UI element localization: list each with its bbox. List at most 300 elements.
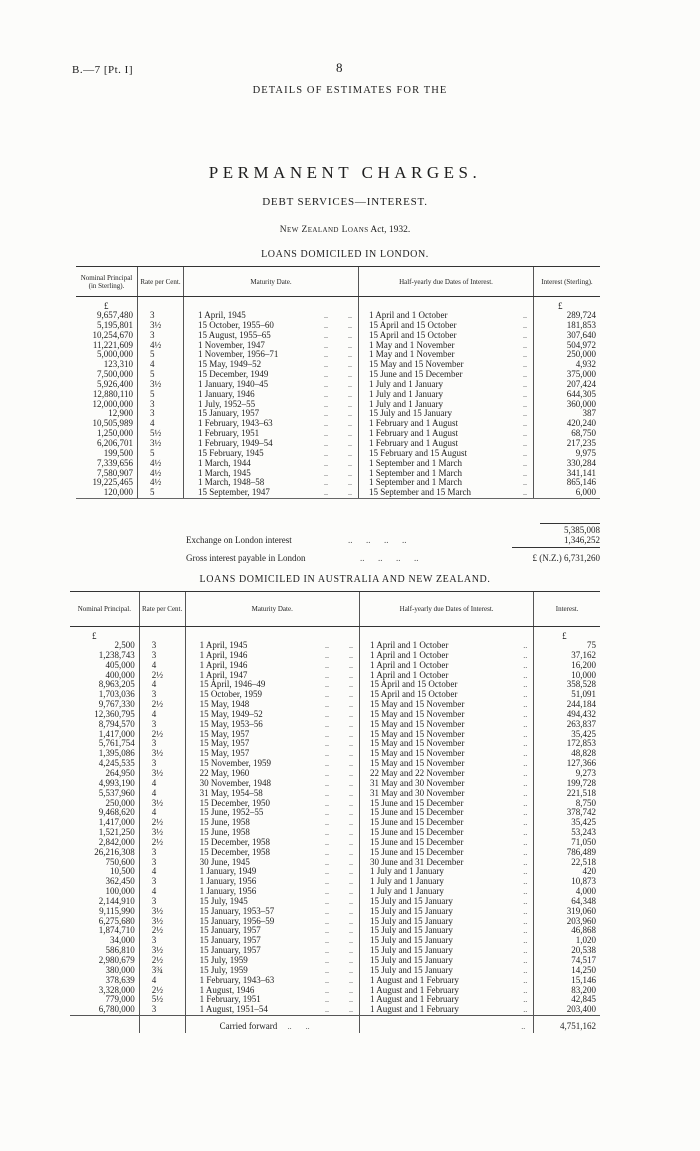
- interest-due-dates-text: 15 July and 15 January: [369, 896, 453, 906]
- rate-per-cent-text: 5½: [150, 429, 162, 439]
- interest-amount: [534, 641, 600, 651]
- header-due-dates: Half-yearly due Dates of Interest.: [359, 267, 534, 296]
- interest-due-dates-text: 30 June and 31 December: [369, 857, 464, 867]
- maturity-date: [184, 478, 359, 488]
- interest-due-dates: [360, 907, 534, 917]
- interest-amount-text: 64,348: [571, 896, 597, 906]
- table-row: [76, 321, 600, 331]
- interest-due-dates: [360, 858, 534, 868]
- interest-amount-text: 15,146: [571, 975, 597, 985]
- rate-per-cent: [138, 409, 184, 419]
- interest-due-dates-text: 15 April and 15 October: [369, 330, 457, 340]
- rate-per-cent: [140, 877, 186, 887]
- leader-dots: .. ..: [324, 458, 352, 468]
- interest-amount-text: 330,284: [566, 458, 596, 468]
- nominal-principal-text: 5,537,960: [98, 788, 135, 798]
- interest-amount: [534, 966, 600, 976]
- nominal-principal-text: 100,000: [105, 887, 135, 897]
- maturity-date: [184, 370, 359, 380]
- interest-amount: [534, 986, 600, 996]
- interest-amount: [534, 380, 600, 390]
- leader-dots: ..: [523, 641, 528, 650]
- interest-due-dates: [360, 966, 534, 976]
- rate-per-cent: [140, 986, 186, 996]
- interest-amount: [534, 730, 600, 740]
- maturity-date: [184, 488, 359, 498]
- maturity-date-text: 22 May, 1960: [199, 768, 250, 778]
- leader-dots: .. ..: [324, 788, 353, 798]
- nominal-principal: [70, 651, 140, 661]
- interest-amount-text: 22,518: [571, 857, 597, 867]
- nominal-principal: [70, 680, 140, 690]
- maturity-date-text: 1 March, 1944: [198, 458, 251, 468]
- leader-dots: .. ..: [324, 719, 353, 729]
- leader-dots: ..: [523, 887, 528, 897]
- interest-amount: [534, 690, 600, 700]
- interest-amount: [534, 439, 600, 449]
- interest-due-dates-text: 1 August and 1 February: [369, 995, 459, 1005]
- leader-dots: ..: [523, 680, 528, 690]
- maturity-date: [184, 469, 359, 479]
- maturity-date-text: 1 August, 1951–54: [199, 1005, 268, 1015]
- rate-per-cent-text: 4½: [150, 468, 162, 478]
- interest-amount: [534, 779, 600, 789]
- leader-dots: ..: [523, 828, 528, 838]
- leader-dots: .. ..: [324, 360, 352, 370]
- table-row: [70, 779, 600, 789]
- interest-due-dates: [360, 887, 534, 897]
- leader-dots: ..: [523, 867, 528, 877]
- nominal-principal-text: 7,580,907: [97, 468, 133, 478]
- table-row: [70, 818, 600, 828]
- leader-dots: ..: [523, 759, 528, 769]
- nominal-principal-text: 7,500,000: [97, 370, 133, 380]
- interest-due-dates-text: 1 July and 1 January: [369, 389, 443, 399]
- interest-due-dates: [360, 956, 534, 966]
- leader-dots: ..: [523, 1005, 528, 1015]
- nominal-principal-text: 405,000: [105, 660, 135, 670]
- rate-per-cent-text: 2½: [151, 985, 163, 995]
- interest-due-dates-text: 1 August and 1 February: [369, 975, 459, 985]
- nominal-principal: [70, 690, 140, 700]
- interest-amount: [534, 651, 600, 661]
- nominal-principal: [76, 409, 138, 419]
- table-row: [70, 986, 600, 996]
- maturity-date: [186, 995, 360, 1005]
- leader-dots: ..: [523, 906, 528, 916]
- nominal-principal-text: 2,842,000: [98, 837, 135, 847]
- leader-dots: .. ..: [324, 768, 353, 778]
- interest-due-dates: [360, 808, 534, 818]
- report-reference: B.—7 [Pt. I]: [72, 64, 133, 76]
- interest-amount: [534, 877, 600, 887]
- maturity-date: [184, 341, 359, 351]
- nominal-principal-text: 8,963,205: [98, 680, 135, 690]
- leader-dots: ..: [523, 729, 528, 739]
- rate-per-cent: [138, 331, 184, 341]
- interest-amount-text: 375,000: [566, 370, 596, 380]
- rate-per-cent-text: 4: [150, 360, 155, 370]
- currency-row: [76, 297, 600, 311]
- leader-dots: ..: [523, 370, 527, 380]
- table-row: [70, 887, 600, 897]
- interest-amount-text: 307,640: [566, 330, 596, 340]
- rate-per-cent-text: 2½: [151, 926, 163, 936]
- table-row: [70, 651, 600, 661]
- nominal-principal: [70, 838, 140, 848]
- nominal-principal-text: 3,328,000: [98, 985, 135, 995]
- nominal-principal-text: 9,657,480: [97, 311, 133, 320]
- nominal-principal-text: 362,450: [105, 877, 135, 887]
- interest-amount-text: 6,000: [575, 488, 596, 498]
- interest-amount: [534, 700, 600, 710]
- leader-dots: .. ..: [324, 818, 353, 828]
- interest-due-dates: [359, 311, 534, 321]
- leader-dots: .. ..: [324, 641, 353, 650]
- maturity-date: [186, 838, 360, 848]
- interest-amount: [534, 828, 600, 838]
- interest-due-dates: [360, 789, 534, 799]
- nominal-principal-text: 120,000: [103, 488, 133, 498]
- table-row: [70, 1005, 600, 1015]
- exchange-label: Exchange on London interest: [186, 535, 292, 545]
- interest-due-dates: [359, 331, 534, 341]
- rate-per-cent-text: 5½: [151, 995, 163, 1005]
- interest-amount-text: 51,091: [571, 690, 597, 700]
- interest-due-dates-text: 15 May and 15 November: [369, 719, 465, 729]
- interest-due-dates: [360, 690, 534, 700]
- nominal-principal: [76, 360, 138, 370]
- leader-dots: ..: [523, 330, 527, 340]
- nominal-principal: [70, 739, 140, 749]
- table-row: [76, 390, 600, 400]
- leader-dots: .. ..: [324, 887, 353, 897]
- interest-due-dates: [359, 449, 534, 459]
- maturity-date: [186, 818, 360, 828]
- leader-dots: ..: [523, 670, 528, 680]
- table-row: [70, 877, 600, 887]
- rate-per-cent: [140, 946, 186, 956]
- nominal-principal-text: 2,144,910: [98, 896, 135, 906]
- interest-due-dates-text: 15 May and 15 November: [369, 759, 465, 769]
- rate-per-cent-text: 3½: [150, 379, 162, 389]
- leader-dots: ..: [523, 995, 528, 1005]
- leader-dots: ..: [523, 946, 528, 956]
- nominal-principal: [70, 808, 140, 818]
- table-row: [70, 799, 600, 809]
- leader-dots: ..: [523, 798, 528, 808]
- rate-per-cent: [140, 779, 186, 789]
- rate-per-cent: [140, 995, 186, 1005]
- nominal-principal-text: 12,360,795: [94, 709, 135, 719]
- nominal-principal: [70, 936, 140, 946]
- maturity-date-text: 1 February, 1949–54: [198, 438, 273, 448]
- leader-dots: .. ..: [324, 389, 352, 399]
- rate-per-cent-text: 4: [150, 419, 155, 429]
- table-row: [70, 946, 600, 956]
- leader-dots: ..: [523, 379, 527, 389]
- rate-per-cent-text: 4½: [150, 340, 162, 350]
- rate-per-cent: [140, 858, 186, 868]
- rate-per-cent: [140, 789, 186, 799]
- interest-due-dates-text: 1 April and 1 October: [369, 660, 449, 670]
- maturity-date: [186, 769, 360, 779]
- rate-per-cent-text: 3½: [151, 906, 163, 916]
- interest-due-dates-text: 1 May and 1 November: [369, 340, 455, 350]
- nominal-principal: [76, 341, 138, 351]
- nominal-principal-text: 199,500: [103, 448, 133, 458]
- rate-per-cent: [138, 390, 184, 400]
- leader-dots: .. ..: [324, 419, 352, 429]
- maturity-date-text: 15 July, 1959: [199, 956, 248, 965]
- table-row: [70, 838, 600, 848]
- interest-amount: [534, 680, 600, 690]
- interest-due-dates: [360, 651, 534, 661]
- nominal-principal-text: 380,000: [105, 965, 135, 975]
- leader-dots: ..: [523, 857, 528, 867]
- rate-per-cent-text: 5: [150, 389, 155, 399]
- leader-dots: .. ..: [279, 1022, 310, 1032]
- leader-dots: ..: [523, 389, 527, 399]
- interest-amount-text: 494,432: [566, 709, 597, 719]
- interest-amount: [534, 917, 600, 927]
- nominal-principal: [76, 331, 138, 341]
- nominal-principal: [70, 720, 140, 730]
- leader-dots: ..: [523, 956, 528, 965]
- leader-dots: .. ..: [324, 340, 352, 350]
- nominal-principal: [70, 848, 140, 858]
- interest-amount: [534, 808, 600, 818]
- interest-due-dates: [359, 370, 534, 380]
- interest-amount: [534, 331, 600, 341]
- leader-dots: ..: [523, 320, 527, 330]
- interest-amount: [534, 897, 600, 907]
- rate-per-cent-text: 3: [151, 857, 157, 867]
- leader-dots: .. ..: [324, 650, 353, 660]
- nominal-principal: [70, 986, 140, 996]
- maturity-date: [186, 671, 360, 681]
- table-row: [70, 690, 600, 700]
- maturity-date-text: 15 May, 1957: [199, 729, 250, 739]
- leader-dots: .. ..: [324, 729, 353, 739]
- interest-due-dates-text: 15 April and 15 October: [369, 320, 457, 330]
- rate-per-cent: [140, 897, 186, 907]
- nominal-principal: [76, 350, 138, 360]
- interest-due-dates-text: 15 April and 15 October: [369, 690, 458, 700]
- maturity-date: [186, 789, 360, 799]
- rate-per-cent: [138, 350, 184, 360]
- leader-dots: ..: [523, 360, 527, 370]
- interest-amount-text: 221,518: [566, 788, 597, 798]
- table-row: [70, 759, 600, 769]
- interest-due-dates: [360, 730, 534, 740]
- table-row: [70, 907, 600, 917]
- interest-due-dates: [360, 759, 534, 769]
- rate-per-cent-text: 3: [151, 1005, 157, 1015]
- rate-per-cent-text: 3½: [151, 768, 163, 778]
- interest-amount: [534, 799, 600, 809]
- leader-dots: ..: [523, 399, 527, 409]
- interest-amount-text: 207,424: [566, 379, 596, 389]
- interest-amount: [534, 907, 600, 917]
- maturity-date: [186, 828, 360, 838]
- interest-amount-text: 4,000: [575, 887, 597, 897]
- interest-due-dates-text: 15 July and 15 January: [369, 965, 453, 975]
- maturity-date-text: 1 January, 1956: [199, 887, 257, 897]
- interest-amount-text: 42,845: [571, 995, 597, 1005]
- maturity-date-text: 31 May, 1954–58: [199, 788, 263, 798]
- interest-due-dates-text: 1 July and 1 January: [369, 379, 443, 389]
- leader-dots: .. ..: [324, 488, 352, 498]
- interest-amount-text: 244,184: [566, 700, 597, 710]
- table-row: [70, 936, 600, 946]
- maturity-date: [186, 799, 360, 809]
- nominal-principal: [70, 730, 140, 740]
- rate-per-cent: [138, 380, 184, 390]
- interest-due-dates-text: 15 July and 15 January: [369, 409, 452, 419]
- currency-symbol: £: [70, 627, 140, 641]
- nominal-principal-text: 4,993,190: [98, 778, 135, 788]
- leader-dots: .. ..: [324, 995, 353, 1005]
- leader-dots: ..: [523, 788, 528, 798]
- table-row: [70, 700, 600, 710]
- maturity-date-text: 1 November, 1947: [198, 340, 265, 350]
- nominal-principal: [76, 488, 138, 498]
- nominal-principal: [70, 966, 140, 976]
- rate-per-cent: [140, 661, 186, 671]
- table-row: [70, 710, 600, 720]
- interest-amount: [534, 449, 600, 459]
- rate-per-cent-text: 3: [151, 641, 157, 650]
- interest-due-dates: [360, 641, 534, 651]
- gross-label: Gross interest payable in London: [186, 553, 306, 563]
- interest-due-dates: [359, 459, 534, 469]
- table-row: [76, 331, 600, 341]
- interest-amount-text: 8,750: [575, 798, 597, 808]
- rate-per-cent: [140, 690, 186, 700]
- interest-amount: [534, 350, 600, 360]
- maturity-date: [186, 710, 360, 720]
- interest-due-dates-text: 15 June and 15 December: [369, 828, 464, 838]
- interest-amount-text: 37,162: [571, 650, 597, 660]
- table-row: [70, 739, 600, 749]
- interest-amount-text: 10,873: [571, 877, 597, 887]
- nominal-principal-text: 9,115,990: [99, 906, 135, 916]
- interest-due-dates-text: 1 April and 1 October: [369, 641, 449, 650]
- leader-dots: .. ..: [324, 468, 352, 478]
- maturity-date-text: 30 June, 1945: [199, 857, 250, 867]
- maturity-date-text: 15 May, 1949–52: [198, 360, 262, 370]
- nominal-principal: [76, 311, 138, 321]
- leader-dots: ..: [523, 936, 528, 946]
- interest-due-dates: [360, 986, 534, 996]
- interest-due-dates: [360, 671, 534, 681]
- maturity-date: [184, 409, 359, 419]
- rate-per-cent-text: 2½: [151, 818, 163, 828]
- interest-amount: [534, 956, 600, 966]
- exchange-value: 1,346,252: [564, 535, 600, 545]
- interest-due-dates: [360, 946, 534, 956]
- maturity-date: [186, 1005, 360, 1015]
- gross-value: £ (N.Z.) 6,731,260: [532, 553, 600, 563]
- maturity-date: [186, 976, 360, 986]
- rate-per-cent: [140, 720, 186, 730]
- rate-per-cent-text: 4: [151, 808, 157, 818]
- subtotal-rule: [540, 523, 600, 524]
- rate-per-cent-text: 4: [151, 867, 157, 877]
- maturity-date-text: 15 January, 1956–59: [199, 916, 275, 926]
- nominal-principal: [70, 858, 140, 868]
- maturity-date-text: 15 May, 1948: [199, 700, 250, 710]
- leader-dots: .. ..: [324, 478, 352, 488]
- nominal-principal: [70, 759, 140, 769]
- maturity-date: [186, 808, 360, 818]
- interest-due-dates: [359, 380, 534, 390]
- rate-per-cent: [138, 360, 184, 370]
- maturity-date: [184, 350, 359, 360]
- maturity-date: [186, 690, 360, 700]
- rate-per-cent: [138, 449, 184, 459]
- interest-amount-text: 504,972: [566, 340, 596, 350]
- table-row: [70, 897, 600, 907]
- maturity-date: [186, 936, 360, 946]
- maturity-date-text: 15 July, 1945: [199, 896, 248, 906]
- leader-dots: .. ..: [324, 798, 353, 808]
- leader-dots: .. ..: [324, 379, 352, 389]
- nominal-principal: [76, 380, 138, 390]
- rate-per-cent: [140, 867, 186, 877]
- rate-per-cent-text: 3½: [150, 438, 162, 448]
- rate-per-cent-text: 3½: [151, 828, 163, 838]
- table-row: [70, 769, 600, 779]
- interest-due-dates: [360, 976, 534, 986]
- interest-due-dates-text: 1 July and 1 January: [369, 887, 444, 897]
- table-row: [70, 720, 600, 730]
- maturity-date-text: 15 January, 1953–57: [199, 906, 275, 916]
- interest-amount: [534, 789, 600, 799]
- rate-per-cent: [140, 671, 186, 681]
- nominal-principal-text: 400,000: [105, 670, 135, 680]
- interest-due-dates-text: 15 June and 15 December: [369, 370, 463, 380]
- currency-symbol: £: [562, 631, 567, 641]
- rate-per-cent-text: 3: [151, 759, 157, 769]
- table-row: [76, 488, 600, 498]
- maturity-date-text: 1 August, 1946: [199, 985, 255, 995]
- nominal-principal-text: 12,880,110: [92, 389, 133, 399]
- interest-due-dates-text: 1 September and 1 March: [369, 458, 462, 468]
- table-row: [76, 350, 600, 360]
- leader-dots: ..: [523, 818, 528, 828]
- interest-amount: [534, 720, 600, 730]
- london-table: [76, 266, 600, 499]
- maturity-date: [186, 858, 360, 868]
- rate-per-cent-text: 3: [151, 936, 157, 946]
- rate-per-cent: [140, 808, 186, 818]
- interest-due-dates: [360, 680, 534, 690]
- carried-forward-label: Carried forward: [219, 1021, 278, 1032]
- rate-per-cent: [140, 641, 186, 651]
- rate-per-cent-text: 3½: [151, 946, 163, 956]
- rate-per-cent: [140, 907, 186, 917]
- leader-dots: ..: [523, 690, 528, 700]
- rate-per-cent: [138, 478, 184, 488]
- maturity-date-text: 1 April, 1946: [199, 650, 248, 660]
- rate-per-cent-text: 2½: [151, 670, 163, 680]
- nominal-principal-text: 750,600: [105, 857, 135, 867]
- rate-per-cent: [140, 838, 186, 848]
- interest-due-dates-text: 15 June and 15 December: [369, 808, 464, 818]
- maturity-date-text: 15 January, 1957: [199, 926, 261, 936]
